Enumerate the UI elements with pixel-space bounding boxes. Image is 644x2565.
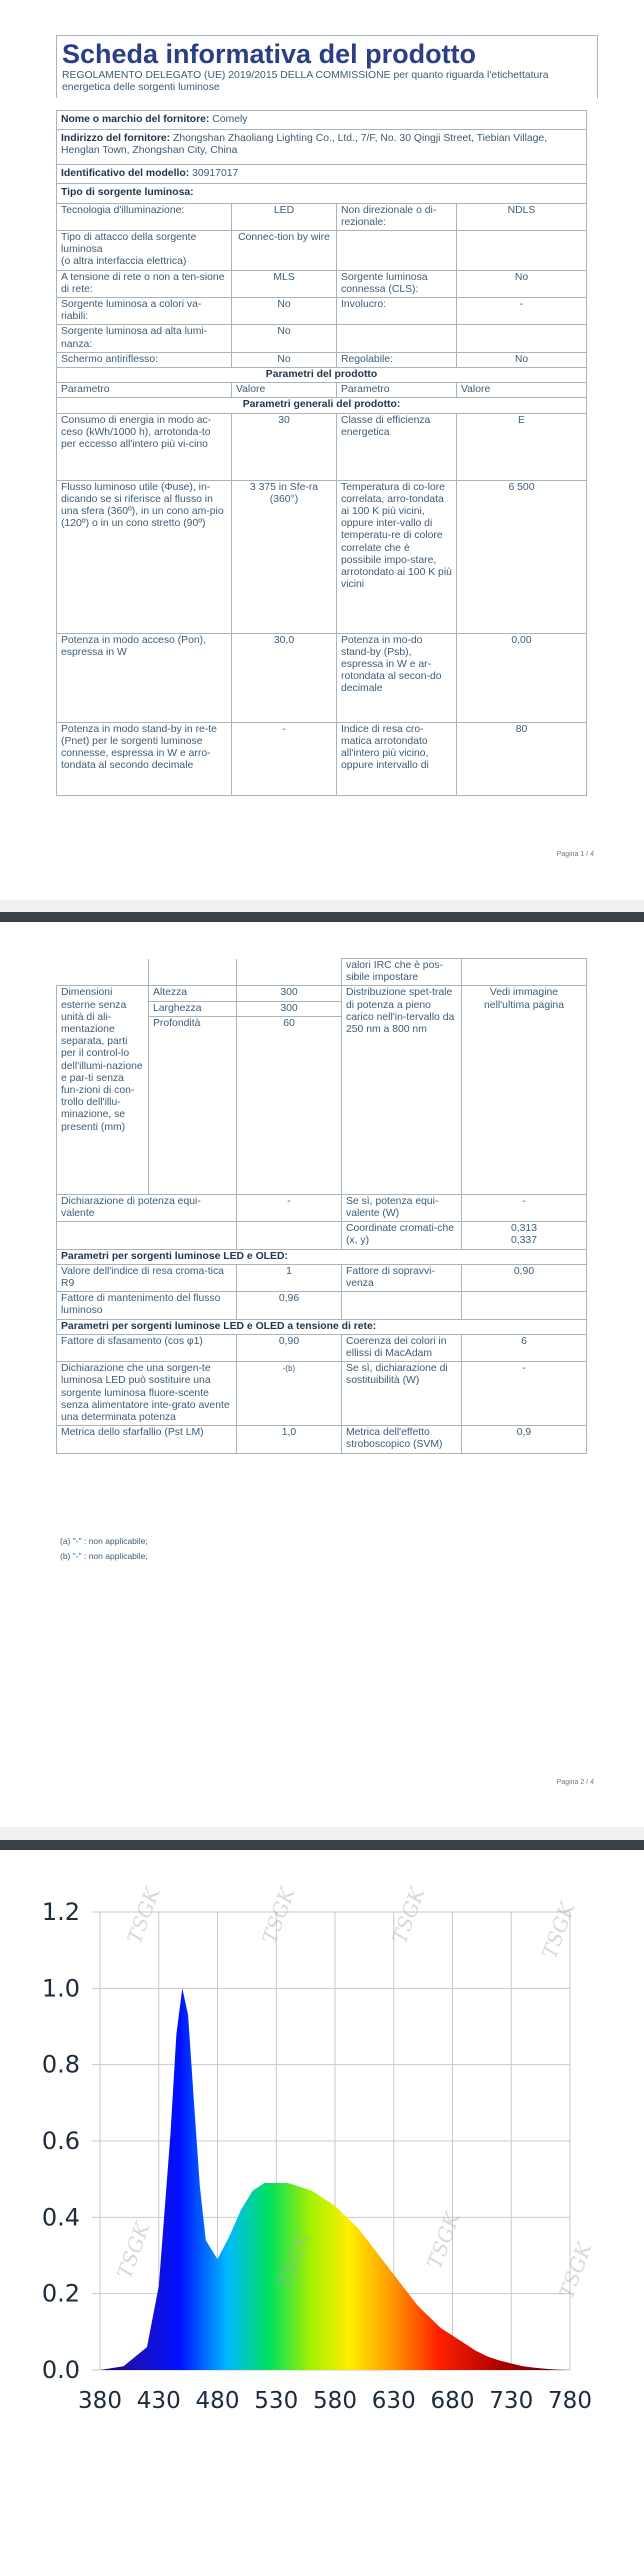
source-type-row [57,270,587,297]
page-number-1: Pagina 1 / 4 [556,851,594,858]
source-type-cell: Schermo antiriflesso: [57,352,232,367]
led-replacement-value: -(b) [237,1362,342,1426]
source-type-label: Tipo di sorgente luminosa: [57,184,587,203]
chromaticity-x: 0,313 [510,1223,537,1235]
source-type-cell: Tipo di attacco della sorgente luminosa (o altra interfaccia elettrica) [57,231,232,271]
source-type-cell: No [457,352,587,367]
header-box [56,35,598,98]
y-tick-label: 1.0 [41,1974,80,2003]
x-tick-label: 780 [548,2388,592,2414]
col-param-1: Parametro [57,383,232,398]
source-type-cell [457,325,587,352]
watermark-text: TSGK [537,1899,580,1962]
chromaticity-y: 0,337 [510,1235,537,1247]
source-type-cell [337,325,457,352]
equivalent-power-value: - [237,1194,342,1221]
dim-width-value: 300 [237,1001,342,1016]
general-param-row [57,480,587,633]
watermark-text: TSGK [112,2219,155,2282]
equivalent-power-label: Dichiarazione di potenza equi-valente [57,1194,237,1221]
general-param-cell: Indice di resa cro-matica arrotondato all'intero più vicino, oppure intervallo di [337,722,457,795]
source-type-cell [457,231,587,271]
general-param-row [57,633,587,722]
general-param-cell: Potenza in modo stand-by in re-te (Pnet) per le sorgenti luminose connesse, espressa in W e arro-tondata al secondo decimale [57,722,232,795]
general-param-cell: 3 375 in Sfe-ra (360°) [232,480,337,633]
general-param-cell: Flusso luminoso utile (Φuse), in-dicando se si riferisce al flusso in una sfera (360º), in un cono am-pio (120º) o in un cono stretto (90º) [57,480,232,633]
source-type-cell: Connec-tion by wire [232,231,337,271]
dim-height-label: Altezza [149,986,237,1001]
y-tick-label: 1.2 [41,1898,80,1926]
stroboscopic-value: 0,9 [462,1426,587,1453]
source-type-cell: Sorgente luminosa ad alta lumi-nanza: [57,325,232,352]
x-tick-label: 530 [254,2388,299,2414]
survival-factor-label: Fattore di sopravvi-venza [342,1264,462,1291]
general-param-cell: 30,0 [232,633,337,722]
y-tick-label: 0.8 [41,2050,80,2079]
watermark-text: TSGK [122,1884,165,1947]
source-type-cell: Non direzionale o di-rezionale: [337,203,457,230]
r9-value: 1 [237,1264,342,1291]
general-param-cell: 6 500 [457,480,587,633]
x-tick-label: 680 [430,2388,475,2414]
params-header: Parametri del prodotto [57,368,587,383]
col-value-2: Valore [457,383,587,398]
replacement-w-value: - [462,1362,587,1426]
supplier-name-label: Nome o marchio del fornitore: [61,114,210,125]
source-type-cell: No [232,298,337,325]
lumen-maintenance-value: 0,96 [237,1292,342,1319]
general-param-cell: 30 [232,413,337,480]
x-tick-labels [78,2388,592,2414]
power-factor-value: 0,90 [237,1334,342,1361]
product-params-continued-table [56,958,587,1454]
equivalent-power-w-label: Se sì, potenza equi-valente (W) [342,1194,462,1221]
general-param-row [57,413,587,480]
dim-height-value: 300 [237,986,342,1001]
general-param-cell: E [457,413,587,480]
page-number-2: Pagina 2 / 4 [556,1779,594,1786]
spectral-distribution-label: Distribuzione spet-trale di potenza a pieno carico nell'in-tervallo da 250 nm a 800 nm [342,986,462,1194]
y-tick-label: 0.2 [41,2279,80,2308]
model-row [57,165,587,184]
general-param-cell: Temperatura di co-lore correlata, arro-tondata ai 100 K più vicini, oppure inter-vallo di temperatu-re di colore correlate che è possibile impo-stare, arrotondato ai 100 K più vicini [337,480,457,633]
source-type-cell: NDLS [457,203,587,230]
model-id: 30917017 [192,168,239,180]
page-3 [0,1850,644,2560]
supplier-address-row [57,130,587,165]
chromaticity-values [462,1222,587,1249]
led-replacement-label: Dichiarazione che una sorgen-te luminosa LED può sostituire una sorgente luminosa fluore-scente senza alimentatore inte-grato avente una determinata potenza [57,1362,237,1426]
general-param-cell: Classe di efficienza energetica [337,413,457,480]
general-param-cell: 0,00 [457,633,587,722]
watermark-text: TSGK [387,1884,430,1947]
source-type-cell: Tecnologia d'illuminazione: [57,203,232,230]
general-param-cell: 80 [457,722,587,795]
equivalent-power-w-value: - [462,1194,587,1221]
dimensions-label: Dimensioni esterne senza unità di ali-mentazione separata, parti per il control-lo dell'illumi-nazione e par-ti senza fun-zioni di con-trollo dell'illu-minazione, se presenti (mm) [57,986,149,1194]
source-type-row [57,298,587,325]
general-param-cell: Potenza in modo acceso (Pon), espressa in W [57,633,232,722]
page-1 [0,0,644,900]
general-params-header: Parametri generali del prodotto: [57,398,587,413]
macadam-label: Coerenza dei colori in ellissi di MacAdam [342,1334,462,1361]
flicker-value: 1,0 [237,1426,342,1453]
page-separator [0,912,644,922]
mains-params-header: Parametri per sorgenti luminose LED e OLED a tensione di rete: [57,1319,587,1334]
regulation-text: REGOLAMENTO DELEGATO (UE) 2019/2015 DELLA COMMISSIONE per quanto riguarda l'etichettatura energetica delle sorgenti luminose [62,70,549,94]
r9-label: Valore dell'indice di resa croma-tica R9 [57,1264,237,1291]
replacement-w-label: Se sì, dichiarazione di sostituibilità (W) [342,1362,462,1426]
source-type-cell: No [232,352,337,367]
source-type-cell: LED [232,203,337,230]
source-type-row [57,325,587,352]
footnote-b: (b) "-" : non applicabile; [60,1551,148,1561]
spectral-distribution-value: Vedi immagine nell'ultima pagina [462,986,587,1194]
power-factor-label: Fattore di sfasamento (cos φ1) [57,1334,237,1361]
source-type-cell: Sorgente luminosa connessa (CLS): [337,270,457,297]
source-type-row [57,231,587,271]
watermark-text: TSGK [554,2239,597,2302]
cri-range-continued: valori IRC che è pos-sibile impostare [342,959,462,986]
source-type-cell: MLS [232,270,337,297]
source-type-cell: Involucro: [337,298,457,325]
survival-factor-value: 0,90 [462,1264,587,1291]
source-type-cell [337,231,457,271]
y-tick-labels [42,1898,80,2384]
general-param-cell: - [232,722,337,795]
x-tick-label: 380 [78,2388,122,2414]
y-tick-label: 0.0 [41,2356,80,2384]
general-param-cell: Consumo di energia in modo ac-ceso (kWh/1000 h), arrotonda-to per eccesso all'intero più vi-cino [57,413,232,480]
watermark-text: TSGK [422,2209,465,2272]
col-value-1: Valore [232,383,337,398]
footnote-a: (a) "-" : non applicabile; [60,1536,148,1546]
source-type-cell: Regolabile: [337,352,457,367]
dim-depth-label: Profondità [149,1016,237,1194]
page-separator-2 [0,1840,644,1850]
source-type-cell: - [457,298,587,325]
page-gap [0,900,644,912]
col-param-2: Parametro [337,383,457,398]
spectrum-chart [0,1850,644,2560]
x-tick-label: 430 [136,2388,181,2414]
page-gap-2 [0,1827,644,1840]
flicker-label: Metrica dello sfarfallio (Pst LM) [57,1426,237,1453]
general-param-row [57,722,587,795]
supplier-name: Comely [212,114,248,125]
macadam-value: 6 [462,1334,587,1361]
source-type-cell: A tensione di rete o non a ten-sione di rete: [57,270,232,297]
dim-depth-value: 60 [237,1016,342,1194]
x-tick-label: 480 [195,2388,240,2414]
model-label: Identificativo del modello: [61,168,190,180]
supplier-address: Zhongshan Zhaoliang Lighting Co., Ltd., 7/F, No. 30 Qingji Street, Tiebian Village, Henglan Town, Zhongshan City, China [61,133,548,157]
source-type-cell: No [457,270,587,297]
page-2 [0,922,644,1827]
x-tick-label: 730 [489,2388,534,2414]
y-tick-label: 0.4 [41,2203,80,2232]
source-type-cell: Sorgente luminosa a colori va-riabili: [57,298,232,325]
general-param-cell: Potenza in mo-do stand-by (Psb), espressa in W e ar-rotondata al secon-do decimale [337,633,457,722]
source-type-row [57,203,587,230]
led-params-header: Parametri per sorgenti luminose LED e OLED: [57,1249,587,1264]
supplier-name-row [57,111,587,130]
source-type-cell: No [232,325,337,352]
lumen-maintenance-label: Fattore di mantenimento del flusso luminoso [57,1292,237,1319]
y-tick-label: 0.6 [41,2127,80,2155]
x-tick-label: 630 [371,2388,416,2414]
x-tick-label: 580 [313,2388,357,2414]
page-title: Scheda informativa del prodotto [62,39,477,69]
watermark-text: TSGK [272,2229,315,2292]
watermark-text: TSGK [257,1884,300,1947]
product-info-table [56,110,587,796]
dim-width-label: Larghezza [149,1001,237,1016]
stroboscopic-label: Metrica dell'effetto stroboscopico (SVM) [342,1426,462,1453]
chromaticity-label: Coordinate cromati-che (x, y) [342,1222,462,1249]
supplier-address-label: Indirizzo del fornitore: [61,133,171,145]
source-type-row [57,352,587,367]
